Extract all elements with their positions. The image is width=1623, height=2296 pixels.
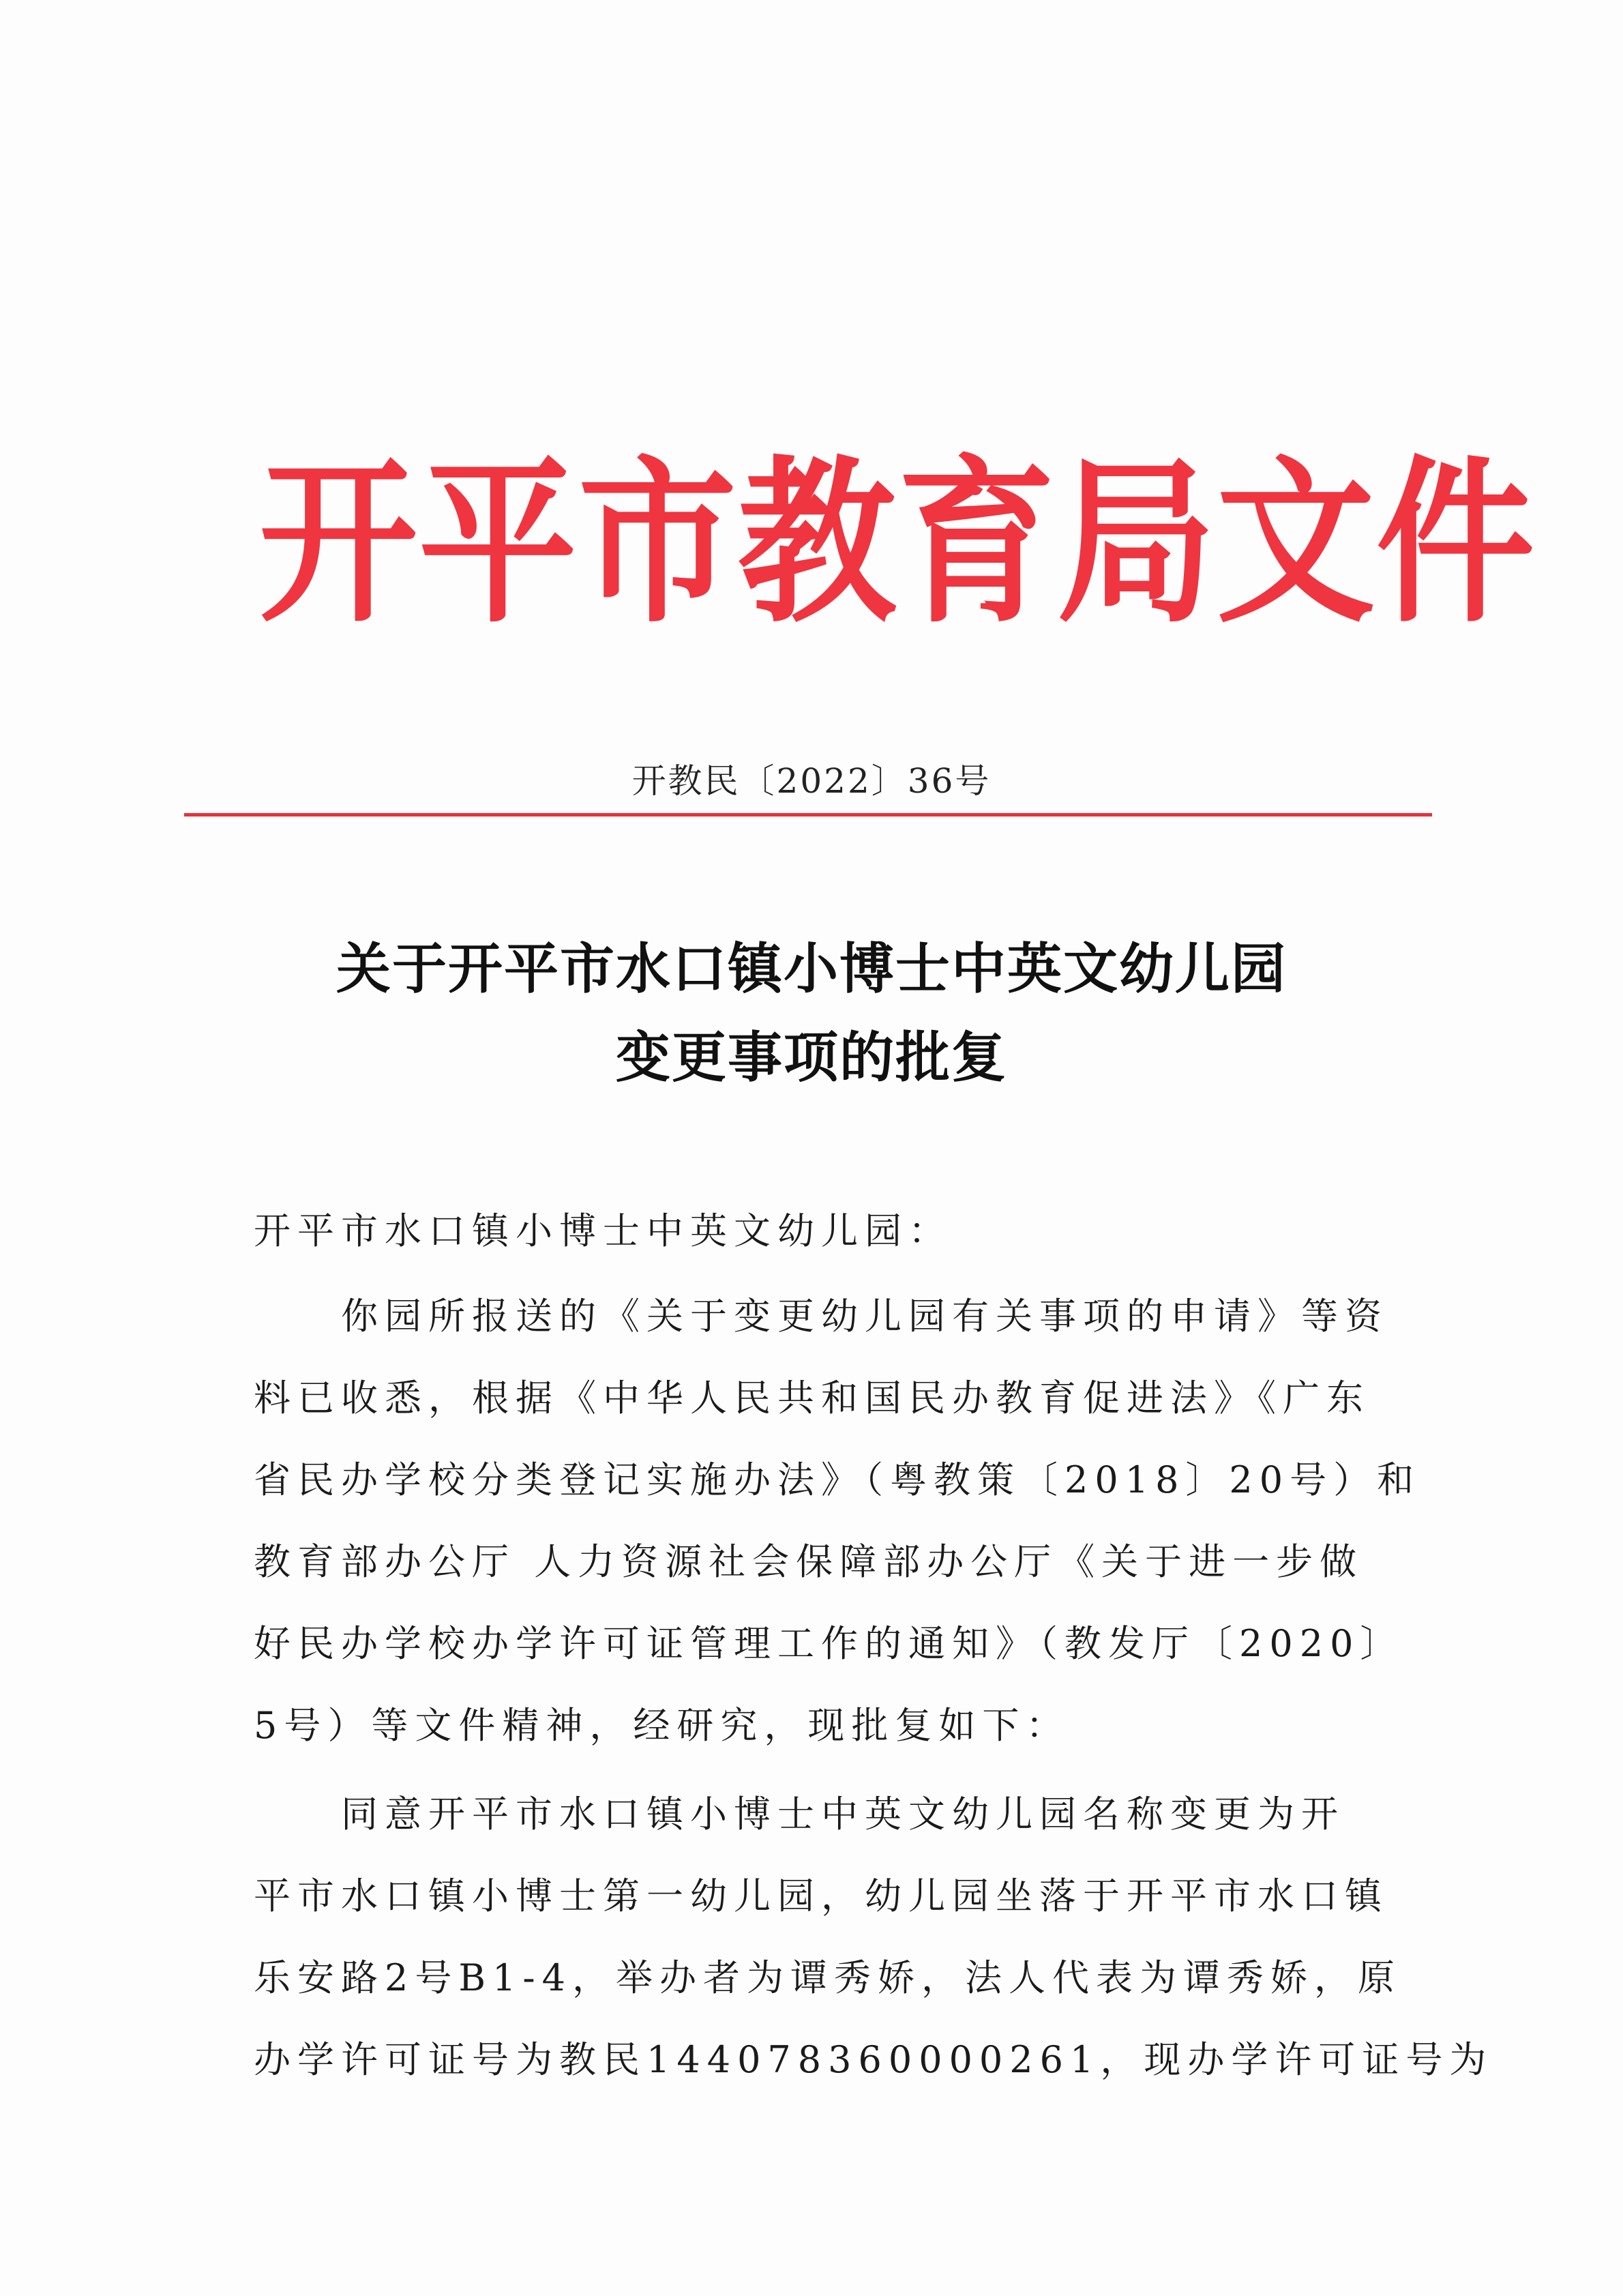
document-title-line-1: 关于开平市水口镇小博士中英文幼儿园 xyxy=(336,937,1287,1001)
document-number: 开教民〔2022〕36号 xyxy=(631,761,992,801)
paragraph-2-line: 乐安路2号B1-4，举办者为谭秀娇，法人代表为谭秀娇，原 xyxy=(254,1956,1401,1999)
paragraph-1-line: 料已收悉，根据《中华人民共和国民办教育促进法》《广东 xyxy=(254,1377,1370,1419)
paragraph-1-line: 省民办学校分类登记实施办法》（粤教策〔2018〕20号）和 xyxy=(254,1458,1421,1501)
document-title-line-2: 变更事项的批复 xyxy=(616,1025,1007,1089)
paragraph-2-line: 办学许可证号为教民144078360000261，现办学许可证号为 xyxy=(254,2038,1493,2081)
issuer-header-title: 开平市教育局文件 xyxy=(259,440,1536,647)
paragraph-1-line: 5号）等文件精神，经研究，现批复如下： xyxy=(254,1704,1070,1747)
salutation: 开平市水口镇小博士中英文幼儿园： xyxy=(254,1209,952,1252)
paragraph-1-line: 好民办学校办学许可证管理工作的通知》（教发厅〔2020〕 xyxy=(254,1622,1404,1665)
paragraph-1-line: 你园所报送的《关于变更幼儿园有关事项的申请》等资 xyxy=(341,1295,1388,1338)
paragraph-2-line: 同意开平市水口镇小博士中英文幼儿园名称变更为开 xyxy=(341,1793,1345,1836)
red-divider-line xyxy=(184,813,1432,816)
paragraph-2-line: 平市水口镇小博士第一幼儿园，幼儿园坐落于开平市水口镇 xyxy=(254,1874,1388,1917)
paragraph-1-line: 教育部办公厅 人力资源社会保障部办公厅《关于进一步做 xyxy=(254,1540,1364,1583)
